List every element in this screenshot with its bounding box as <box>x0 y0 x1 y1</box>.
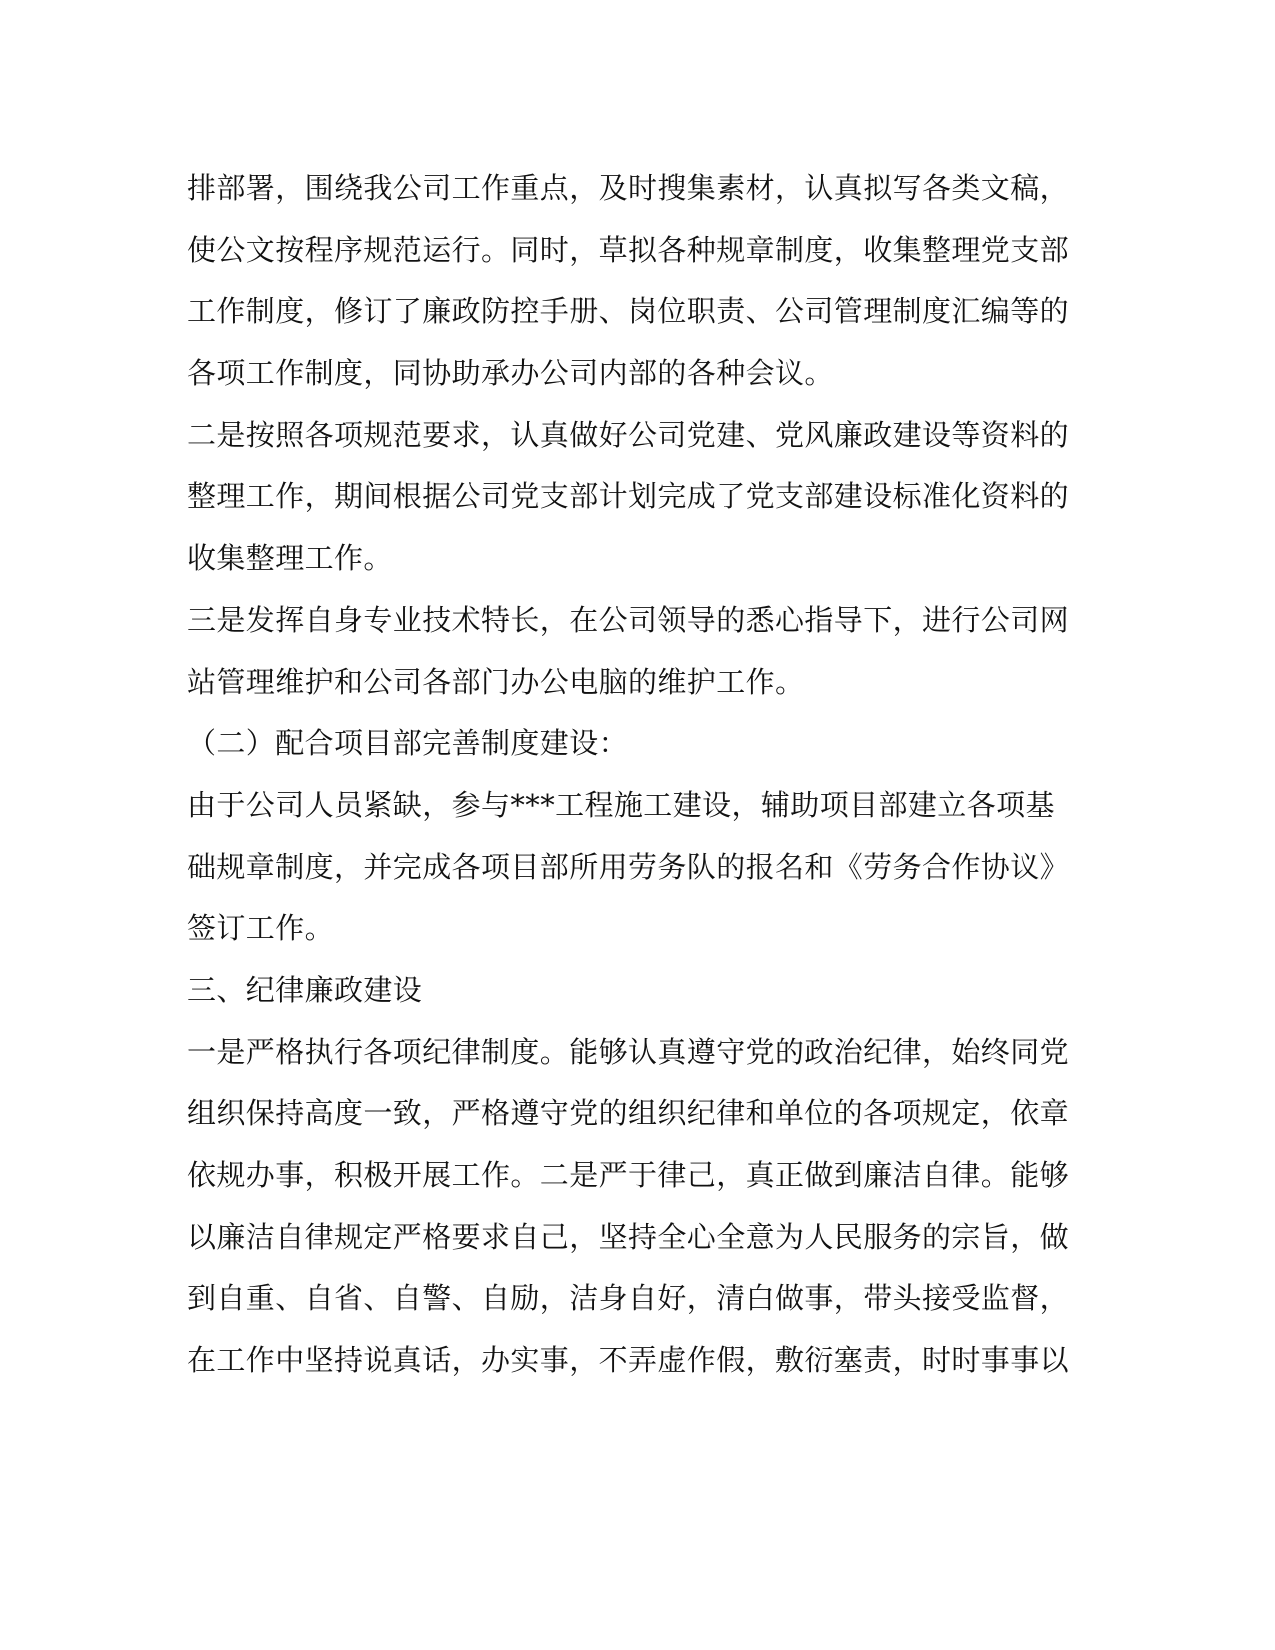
text-line: 站管理维护和公司各部门办公电脑的维护工作。 <box>187 664 805 699</box>
text-line: 到自重、自省、自警、自励，洁身自好，清白做事，带头接受监督， <box>187 1281 1070 1316</box>
text-line: 整理工作，期间根据公司党支部计划完成了党支部建设标准化资料的 <box>187 479 1070 514</box>
section-heading: （二）配合项目部完善制度建设： <box>187 726 629 761</box>
text-line: 在工作中坚持说真话，办实事，不弄虚作假，敷衍塞责，时时事事以 <box>187 1343 1070 1378</box>
text-line: 以廉洁自律规定严格要求自己，坚持全心全意为人民服务的宗旨，做 <box>187 1219 1070 1254</box>
text-line: 工作制度，修订了廉政防控手册、岗位职责、公司管理制度汇编等的 <box>187 294 1070 329</box>
text-line: 础规章制度，并完成各项目部所用劳务队的报名和《劳务合作协议》 <box>187 849 1070 884</box>
text-line: 使公文按程序规范运行。同时，草拟各种规章制度，收集整理党支部 <box>187 232 1070 267</box>
text-line: 排部署，围绕我公司工作重点，及时搜集素材，认真拟写各类文稿， <box>187 171 1070 205</box>
body-text <box>187 158 1070 1392</box>
text-line: 组织保持高度一致，严格遵守党的组织纪律和单位的各项规定，依章 <box>187 1096 1070 1131</box>
text-line: 各项工作制度，同协助承办公司内部的各种会议。 <box>187 356 834 391</box>
text-line: 一是严格执行各项纪律制度。能够认真遵守党的政治纪律，始终同党 <box>187 1034 1070 1069</box>
text-line: 签订工作。 <box>187 911 335 946</box>
text-line: 由于公司人员紧缺，参与***工程施工建设，辅助项目部建立各项基 <box>187 787 1055 822</box>
text-line: 收集整理工作。 <box>187 541 393 576</box>
section-heading: 三、纪律廉政建设 <box>187 972 423 1007</box>
text-line: 二是按照各项规范要求，认真做好公司党建、党风廉政建设等资料的 <box>187 417 1070 452</box>
text-line: 三是发挥自身专业技术特长，在公司领导的悉心指导下，进行公司网 <box>187 602 1070 637</box>
text-line: 依规办事，积极开展工作。二是严于律己，真正做到廉洁自律。能够 <box>187 1158 1070 1192</box>
